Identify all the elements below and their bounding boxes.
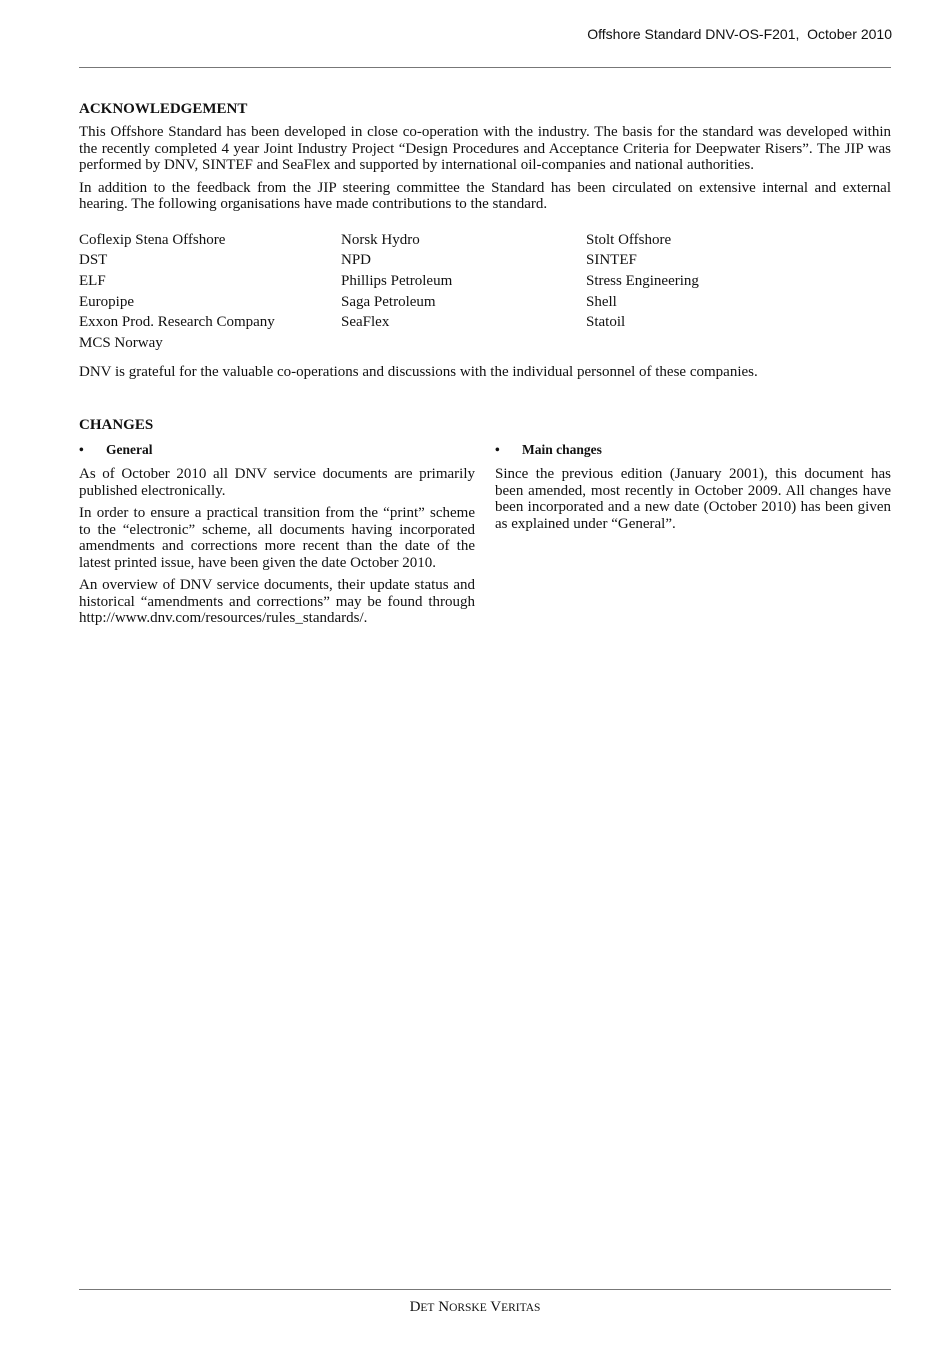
general-paragraph-1: As of October 2010 all DNV service documents are primarily published electronically. <box>79 466 475 499</box>
changes-main-column <box>495 440 891 633</box>
general-subheading <box>79 442 475 458</box>
footer-publisher <box>0 1299 950 1316</box>
organisation-item: Stolt Offshore <box>586 231 672 248</box>
organisation-item: SeaFlex <box>341 314 390 331</box>
general-paragraph-3: An overview of DNV service documents, their update status and historical “amendments and corrections” may be found through http://www.dnv.com/resources/rules_standards/. <box>79 577 475 627</box>
changes-heading: CHANGES <box>79 417 154 434</box>
acknowledgement-paragraph-2: In addition to the feedback from the JIP steering committee the Standard has been circulated on extensive internal and external hearing. The following organisations have made contributions to the standard. <box>79 179 891 212</box>
footer-initial: V <box>490 1299 502 1315</box>
organisations-list <box>79 230 891 354</box>
organisation-item: Shell <box>586 293 617 310</box>
main-changes-paragraph: Since the previous edition (January 2001), this document has been amended, most recently in October 2009. All changes have been incorporated and a new date (October 2010) has been given as explained under “General”. <box>495 466 891 532</box>
organisation-item: Phillips Petroleum <box>341 272 453 289</box>
footer-smallcaps: ERITAS <box>501 1302 541 1314</box>
footer-smallcaps: ORSKE <box>449 1302 487 1314</box>
acknowledgement-heading: ACKNOWLEDGEMENT <box>79 101 248 117</box>
acknowledgement-section <box>79 100 891 380</box>
footer-initial: D <box>409 1299 421 1315</box>
organisation-item: Statoil <box>586 314 626 331</box>
organisation-item: Exxon Prod. Research Company <box>79 314 275 331</box>
changes-columns <box>79 440 891 633</box>
main-changes-title: Main changes <box>522 442 602 458</box>
organisation-item: MCS Norway <box>79 335 163 352</box>
bullet-icon: • <box>79 442 84 458</box>
acknowledgement-paragraph-1: This Offshore Standard has been developed in close co-operation with the industry. The basis for the standard was developed within the recently completed 4 year Joint Industry Project “Design Procedures and Acceptance Criteria for Deepwater Risers”. The JIP was performed by DNV, SINTEF and SeaFlex and supported by international oil-companies and national authorities. <box>79 124 891 173</box>
organisation-item: SINTEF <box>586 252 637 269</box>
organisations-column-3 <box>586 230 891 354</box>
organisation-item: NPD <box>341 252 372 269</box>
main-changes-subheading <box>495 442 891 458</box>
organisation-item: Norsk Hydro <box>341 231 420 248</box>
general-paragraph-2: In order to ensure a practical transition from the “print” scheme to the “electronic” scheme, all documents having incorporated amendments and corrections more recent than the date of the latest printed issue, have been given the date October 2010. <box>79 505 475 571</box>
changes-general-column <box>79 440 475 633</box>
organisation-item: Europipe <box>79 293 134 310</box>
organisations-column-2 <box>341 230 586 354</box>
organisations-column-1 <box>79 230 341 354</box>
organisation-item: Coflexip Stena Offshore <box>79 231 226 248</box>
organisation-item: Saga Petroleum <box>341 293 436 310</box>
bullet-icon: • <box>495 442 500 458</box>
footer-smallcaps: ET <box>420 1302 435 1314</box>
organisation-item: DST <box>79 252 108 269</box>
footer-rule <box>79 1289 891 1290</box>
header-rule <box>79 67 891 68</box>
organisation-item: Stress Engineering <box>586 272 699 289</box>
general-title: General <box>106 442 153 458</box>
page-content <box>79 100 891 633</box>
running-header: Offshore Standard DNV-OS-F201, October 2010 <box>587 26 892 42</box>
acknowledgement-closing: DNV is grateful for the valuable co-operations and discussions with the individual personnel of these companies. <box>79 363 758 380</box>
organisation-item: ELF <box>79 272 106 289</box>
footer-initial: N <box>438 1299 450 1315</box>
changes-section <box>79 416 891 633</box>
